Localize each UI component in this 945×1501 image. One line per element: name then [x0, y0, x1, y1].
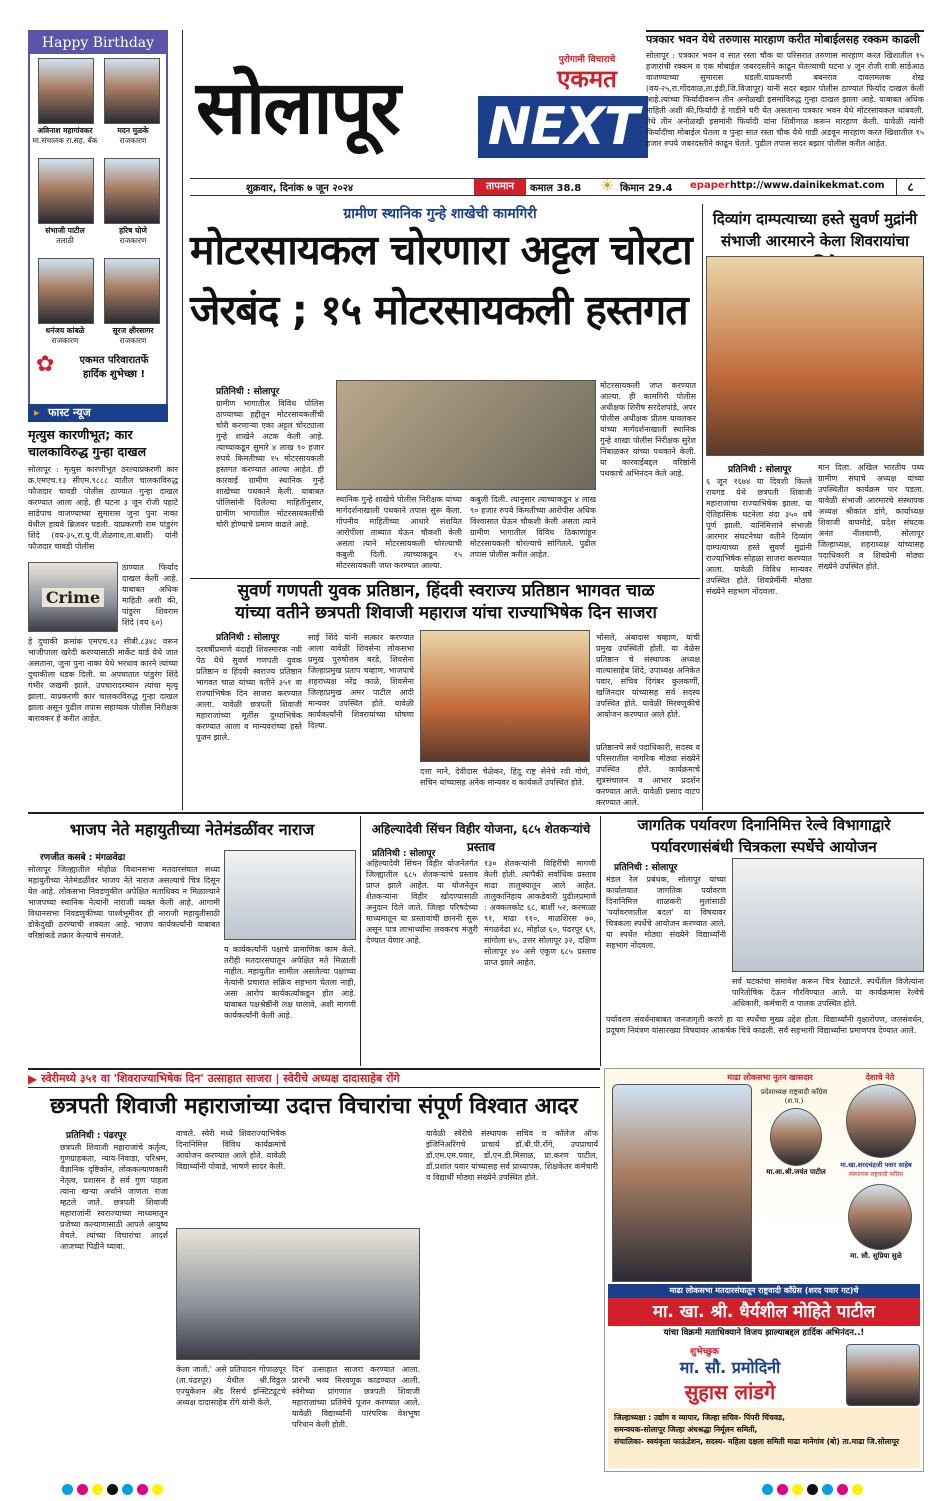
- ad-small-name: मा. सौ. सुप्रिया सुळे: [850, 1252, 902, 1260]
- headline: जागतिक पर्यावरण दिनानिमित्त रेल्वे विभागाद्वारे: [637, 816, 891, 834]
- arrow-icon: ▶: [28, 1071, 38, 1086]
- article-body: सोलापूर जिल्ह्यातील मोहोळ विधानसभा मतदारसंघात सध्या महायुतीच्या नेतेमंडळींवर भाजप नेते नाराज असल्याचे चित्र दिसून येत आहे. लोकसभा निवडणुकीत अपेक्षित मताधिक्य न मिळाल्याने भाजपच्या स्थानिक नेत्यांनी नाराजी व्यक्त केली आहे. आगामी विधानसभा निवडणुकीच्या पार्श्वभूमीवर ही नाराजी महायुतीसाठी डोकेदुखी ठरण्याची शक्यता आहे. भाजप कार्यकर्त्यांनी याबाबत वरिष्ठांकडे तक्रार केल्याचे समजते.: [28, 865, 220, 940]
- news-photo: [706, 256, 924, 456]
- registration-marks: [60, 1480, 165, 1499]
- article-body: वाचले. स्वेरी मध्ये शिवराज्याभिषेक दिनानिमित्त विविध कार्यक्रमांचे आयोजन करण्यात आले होते. यावेळी विद्यार्थ्यांनी पोवाडे, भाषणे सादर केली.: [176, 1129, 286, 1171]
- ad-right-name: मा.खा.शरदचंद्रजी पवार साहेब: [840, 1161, 912, 1169]
- article-body: प्रतिष्ठानचे सर्व पदाधिकारी, सदस्य व परिसरातील नागरिक मोठ्या संख्येने उपस्थित होते. कार्यक्रमाचे सूत्रसंचालन व आभार प्रदर्शन करण्यात आले. यावेळी प्रसाद वाटप करण्यात आले.: [596, 743, 700, 807]
- flower-icon: ✿: [36, 352, 55, 377]
- divider: [182, 30, 183, 810]
- temp-max: कमाल 38.8: [530, 183, 582, 194]
- ad-banner-name: मा. खा. श्री. धैर्यशील मोहिते पाटील: [608, 1298, 920, 1326]
- birthday-person: संभाजी पाटील तलाठी: [45, 226, 85, 245]
- article-body: सोलापूर : पत्रकार भवन व सात रस्ता चौक या परिसरात तरुणास मारहाण करत खिशातील १५ हजारांची रक्कम व एक मोबाईल जबरदस्तीने काढून घेतल्याची घटना ४ जून रोजी रात्री साडेआठ वाजण्याच्या सुमारास घडली.याप्रकरणी बबनराव दावलमलक शेख (वय-२५,रा.गोंदवाळ,ता.इंडी,जि.विजापूर) यांनी सदर बझार पोलीस ठाण्यात फिर्याद दाखल केली आहे.त्यांच्या फिर्यादीवरून तीन अनोळखी इसमांविरुद्ध गुन्हा दाखल झाला आहे. याबाबत अधिक माहिती अशी की,फिर्यादी हे गाडीने घरी येत असताना पत्रकार भवन येथे मोटरसायकल थांबवली. तेथे तीन अनोळखी इसमांनी फिर्यादी यांना शिवीगाळ करून मारहाण केली. यावेळी त्यांनी फिर्यादीचा मोबाईल घेतला व पुन्हा सात रस्ता चौक येथे गाडी अडवून मारहाण करत खिशातील १५ हजार रुपये जबरदस्तीने काढून घेतले. पुढील तपास सदर बझार पोलीस करीत आहेत.: [646, 51, 924, 148]
- avatar: [104, 58, 160, 124]
- ad-wisher-1: मा. सौ. प्रमोदिनी: [679, 1358, 781, 1377]
- byline: रणजीत कसबे : मंगळवेढा: [40, 853, 126, 863]
- ad-right-sub: संस्थापक राष्ट्रवादी काँग्रेस: [848, 1171, 904, 1178]
- article-body: स्थानिक गुन्हे शाखेचे पोलीस निरीक्षक यांच्या मार्गदर्शनाखाली पथकाने तपास सुरू केला. गोपनीय माहितीच्या आधारे संशयित आरोपीला ताब्यात घेऊन चौकशी केली असता त्याने मोटरसायकली चोरल्याची कबुली दिली. त्याच्याकडून १५ मोटरसायकली जप्त करण्यात आल्या.: [336, 495, 462, 570]
- avatar: [104, 258, 160, 324]
- news-photo: [420, 630, 590, 762]
- byline: प्रतिनिधी : सोलापूर: [372, 849, 436, 859]
- ad-left-title: प्रदेशाध्यक्ष राष्ट्रवादी काँग्रेस (श.प.): [760, 1088, 828, 1105]
- birthday-person: हरिष घोणे राजकारण: [119, 226, 147, 245]
- birthday-person: मदन मुळके राजकारण: [117, 126, 149, 145]
- main-headline-2: जेरबंद ; १५ मोटरसायकली हस्तगत: [190, 286, 688, 334]
- leader-photo: [770, 1108, 822, 1166]
- byline: प्रतिनिधी : पंढरपूर: [66, 1131, 127, 1141]
- headline: भाजप नेते महायुतीच्या नेतेमंडळींवर नाराज: [69, 820, 315, 839]
- avatar: [104, 158, 160, 224]
- photo-caption: दत्ता माने, देवीदास चेळेकर, हिंदू राष्ट्र सेनेचे रवी गोणे, सचिन यांच्यासह अनेक मान्यवर व कार्यकर्ते उपस्थित होते.: [420, 767, 590, 787]
- news-photo: [336, 380, 596, 490]
- website-link[interactable]: http://www.dainikekmat.com: [730, 180, 885, 191]
- crime-photo: Crime: [28, 562, 118, 632]
- leader-photo: [846, 1084, 916, 1158]
- headline: यांच्या वतीने छत्रपती शिवाजी महाराज यांचा राज्याभिषेक दिन साजरा: [235, 603, 657, 623]
- article-body: छत्रपती शिवाजी महाराजांचे कर्तृत्व, गुणग्राहकता, न्याय-निवाडा, परिश्रम, वैज्ञानिक दृष्टिकोन, लोककल्याणकारी नेतृत्व, प्रशासन हे सर्व गुण पाहता त्यांना खऱ्या अर्थाने जाणता राजा म्हटले जाते. छत्रपती शिवाजी महाराजांनी स्वराज्याच्या माध्यमातून प्रजेच्या कल्याणासाठी आपले आयुष्य वेचले. त्यांच्या विचारांचा आदर्श आजच्या पिढीने घ्यावा.: [60, 1143, 168, 1251]
- divider: [702, 204, 703, 810]
- article-body: मोटरसायकली जप्त करण्यात आल्या. ही कामगिरी पोलीस अधीक्षक शिरीष सरदेशपांडे, अपर पोलीस अधीक्षक प्रीतम यावलकर यांच्या मार्गदर्शनाखाली स्थानिक गुन्हे शाखा पोलीस निरीक्षक सुरेश निंबाळकर यांच्या पथकाने केली. या कारवाईबद्दल वरिष्ठांनी पथकाचे अभिनंदन केले आहे.: [600, 381, 696, 478]
- avatar: [38, 258, 94, 324]
- article-body: य कार्यकर्त्यांनी पक्षाचे प्रामाणिक काम केले. तरीही मतदारसंघातून अपेक्षित मते मिळाली नाहीत. महायुतीत सामील असलेल्या पक्षांच्या नेत्यांनी प्रचारात सक्रिय सहभाग घेतला नाही, असा आरोप कार्यकर्त्यांकडून होत आहे. याबाबत पक्षश्रेष्ठींनी लक्ष घालावे, अशी मागणी कार्यकर्त्यांनी केली आहे.: [224, 945, 356, 1020]
- headline: छत्रपती शिवाजी महाराजांच्या उदात्त विचारांचा संपूर्ण विश्वात आदर: [50, 1094, 578, 1119]
- article-body: पर्यावरण संवर्धनाबाबत जनजागृती करणे हा या स्पर्धेचा मुख्य उद्देश होता. विद्यार्थ्यांनी वृक्षारोपण, जलसंवर्धन, प्रदूषण नियंत्रण यांसारख्या विषयांवर आकर्षक चित्रे काढली. सर्व सहभागी विद्यार्थ्यांना प्रमाणपत्र देण्यात आले.: [606, 1015, 924, 1035]
- ad-left-name: मा.आ.श्री.जयंत पाटील: [766, 1168, 826, 1176]
- news-photo: [224, 850, 356, 940]
- article-body: हे दुचाकी क्रमांक एमएच.१३ सीबी.८३४८ वरून भाजीपाला खरेदी करण्यासाठी मार्केट यार्ड येथे जात असताना, जुना पुना नाका येथे भरधाव कारने त्यांच्या दुचाकीला धडक दिली. या अपघातात पांडुरंग शिंदे गंभीर जखमी झाले. उपचारादरम्यान त्यांचा मृत्यू झाला. याप्रकरणी कार चालकाविरुद्ध गुन्हा दाखल झाला असून पुढील तपास सहाय्यक पोलीस निरीक्षक बारावकर हे करीत आहेत.: [28, 637, 178, 723]
- ad-right-title: देशाचे नेते: [865, 1073, 895, 1082]
- divider: [360, 816, 361, 1066]
- ad-wisher-details: जिल्हाध्यक्षा : उद्योग व व्यापार, जिल्हा सचिव- पिंपरी चिंचवड, समन्वयक-सोलापूर जिल्हा अंधश्रद्धा निर्मूलन समिती, संचालिका- स्वयंकृता फाऊंडेशन, सदस्य- महिला दक्षता समिती माढा मानेगांव (बो) ता.माढा जि.सोलापूर: [608, 1408, 920, 1468]
- article-body: कबुली दिली. त्यानुसार त्याच्याकडून ४ लाख ९० हजार रुपये किमतीच्या आरोपीस अधिक विश्वासात घेऊन चौकशी केली असता त्याने ग्रामीण भागातील विविध ठिकाणांहून मोटरसायकली चोरल्याचे सांगितले. पुढील तपास पोलीस करीत आहेत.: [470, 495, 596, 559]
- birthday-person: धनंजय कांबळे राजकारण: [45, 326, 85, 345]
- headline: दिव्यांग दाम्पत्याच्या हस्ते सुवर्ण मुद्रांनी संभाजी आरमारने केला शिवरायांचा: [712, 210, 918, 250]
- ad-wish-label: शुभेच्छुक: [690, 1347, 719, 1357]
- headline: सुवर्ण गणपती युवक प्रतिष्ठान, हिंदवी स्वराज्य प्रतिष्ठान भागवत चाळ: [237, 581, 655, 601]
- divider: [190, 578, 700, 579]
- news-photo: [176, 1228, 420, 1360]
- brand-logo: एकमत: [557, 64, 617, 93]
- candidate-photo: [612, 1084, 752, 1282]
- temp-label: तापमान: [474, 179, 526, 195]
- kicker: ग्रामीण स्थानिक गुन्हे शाखेची कामगिरी: [343, 206, 537, 222]
- masthead-tagline: पुरोगामी विचाराचे: [558, 55, 616, 65]
- article-body: साई शिंदे यांनी सत्कार करण्यात आला यावेळी शिवसेना लोकसभा प्रमुख पुरुषोत्तम बरडे, शिवसेना जिल्हाप्रमुख प्रताप चव्हाण, भाजपाचे शहराध्यक्ष नरेंद्र काळे, शिवसेना जिल्हाप्रमुख अमर पाटील आदी मान्यवर उपस्थित होते. यावेळी कार्यकर्त्यांनी शिवरायांच्या घोषणा दिल्या.: [308, 633, 414, 730]
- fast-news-label: ▸ फास्ट न्यूज: [28, 404, 168, 422]
- article-body: सोलापूर : मृत्युस कारणीभूत ठरल्याप्रकरणी कार क्र.एमएच.१३ सीएम.९८८८ यातील चालकाविरुद्ध फौजदार चावडी पोलीस ठाण्यात गुन्हा दाखल करण्यात आला आहे. ही घटना ३ जून रोजी पहाटे साडेपाच वाजण्याच्या सुमारास जुना पुना नाका येथील हायवे ब्रिजवर घडली. याप्रकरणी राम पांडुरंग शिंदे (वय-३५,रा.यु.पी.शेळगाव,ता.बार्शी) यांनी फौजदार चावडी पोलीस: [28, 465, 178, 551]
- registration-marks: [760, 1480, 865, 1499]
- event-banner: ▶ स्वेरीमध्ये ३५१ वा 'शिवराज्याभिषेक दिन' उत्साहात साजरा | स्वेरीचे अध्यक्ष दादासाहेब रोंगे: [28, 1068, 600, 1088]
- article-body: दरवर्षीप्रमाणे यंदाही शिवस्मारक नवी पेठ येथे सुवर्ण गणपती युवक प्रतिष्ठान व हिंदवी स्वराज्य प्रतिष्ठान भागवत चाळ यांच्या वतीने ३५१ वा राज्याभिषेक दिन साजरा करण्यात आला. यावेळी छत्रपती शिवाजी महाराजांच्या मूर्तीस दुग्धाभिषेक करण्यात आला व मान्यवरांच्या हस्ते पूजन झाले.: [196, 645, 302, 742]
- divider: [600, 816, 601, 1066]
- avatar: [38, 158, 94, 224]
- article-body: मंडल रेल प्रबंधक, सोलापूर यांच्या कार्यालयात जागतिक पर्यावरण दिनानिमित्त शाळकरी मुलांसाठी 'पर्यावरणातील बदल' या विषयावर चित्रकला स्पर्धेचे आयोजन करण्यात आले. या स्पर्धेत मोठ्या संख्येने विद्यार्थ्यांनी सहभाग नोंदवला.: [606, 875, 726, 950]
- main-headline-1: मोटरसायकल चोरणारा अट्टल चोरटा: [190, 226, 692, 274]
- temp-min: किमान 29.4: [620, 183, 673, 194]
- ad-banner-bottom: यांचा विक्रमी मताधिक्याने विजय झाल्याबद्दल हार्दिक अभिनंदन..!: [663, 1328, 865, 1338]
- byline: प्रतिनिधी : सोलापूर: [614, 863, 678, 873]
- article-body: यावेळी स्वेरीचे संस्थापक सचिव व कॉलेज ऑफ इंजिनिअरिंगचे प्राचार्य डॉ.बी.पी.रोंगे, उपप्राचार्य डॉ.एम.एम.पवार, डॉ.एन.डी.मिसाळ, प्रा.करण पाटील, डॉ.प्रशांत पवार यांच्यासह सर्व प्राध्यापक, शिक्षकेतर कर्मचारी व विद्यार्थी मोठ्या संख्येने उपस्थित होते.: [426, 1129, 598, 1182]
- news-photo: [732, 858, 924, 972]
- ad-top-label: माढा लोकसभा नूतन खासदार: [727, 1073, 813, 1082]
- byline: प्रतिनिधी : सोलापूर: [216, 387, 280, 397]
- avatar: [38, 58, 94, 124]
- article-body: सर्व घटकांचा समावेश करून चित्र रेखाटले. स्पर्धेतील विजेत्यांना पारितोषिक देऊन गौरविण्यात आले. या कार्यक्रमास रेल्वेचे अधिकारी, कर्मचारी व पालक उपस्थित होते.: [732, 977, 924, 1008]
- article-body: दिन' उत्साहात साजरा करण्यात आला. प्रारंभी भव्य मिरवणूक काढण्यात आली. स्वेरीच्या प्रांगणात छत्रपती शिवाजी महाराजांच्या प्रतिमेचे पूजन करण्यात आले. यावेळी विद्यार्थ्यांनी पारंपरिक वेशभूषा परिधान केली होती.: [292, 1365, 420, 1429]
- sun-icon: ☀: [600, 176, 615, 195]
- article-body: १३० शेतकऱ्यांनी विहिरींची मागणी केली होती. त्यापैकी सर्वाधिक प्रस्ताव माढा तालुक्यातून आले आहेत. तालुकानिहाय आकडेवारी पुढीलप्रमाणे : अक्कलकोट ६८, बार्शी ५२, करमाळा ९१, माढा ११०, माळशिरस ७०, मंगळवेढा ४८, मोहोळ ६०, पंढरपूर ६९, सांगोला ४५, उत्तर सोलापूर ३२, दक्षिण सोलापूर ४० असे एकूण ६८५ प्रस्ताव प्राप्त झाले आहेत.: [484, 859, 596, 967]
- article-body: ६ जून १६७४ या दिवशी किल्ले रायगड येथे छत्रपती शिवाजी महाराजांचा राज्याभिषेक झाला. या ऐतिहासिक घटनेला यंदा ३५० वर्षे पूर्ण झाली. यानिमित्ताने संभाजी आरमार संघटनेच्या वतीने दिव्यांग दाम्पत्याच्या हस्ते सुवर्ण मुद्रांनी राज्याभिषेक सोहळा साजरा करण्यात आला. यावेळी विविध मान्यवर उपस्थित होते. शिवप्रेमींनी मोठ्या संख्येने सहभाग नोंदवला.: [706, 477, 812, 596]
- headline: पर्यावरणासंबंधी चित्रकला स्पर्धेचे आयोजन: [651, 838, 877, 856]
- birthday-title: Happy Birthday: [30, 32, 166, 54]
- birthday-person: सूरज क्षीरसागर राजकारण: [112, 326, 154, 345]
- bolt-icon: ▸: [34, 406, 40, 419]
- headline: पत्रकार भवन येथे तरुणास मारहाण करीत मोबाईलसह रक्कम काढली: [646, 33, 920, 46]
- article-body: ठाण्यात फिर्याद दाखल केली आहे. याबाबत अधिक माहिती अशी की, पांडुरंग शिवराम शिंदे (वय ६०): [122, 563, 178, 627]
- masthead-city: सोलापूर: [196, 65, 399, 151]
- birthday-person: अविनाश महागांवकर मा.संचालक रा.सह. बँक: [32, 126, 98, 145]
- article-body: भोसले, अंबादास चव्हाण, यांची प्रमुख उपस्थिती होती. या वेळेस प्रतिष्ठान चे संस्थापक अध्यक्ष वाल्यासाहेब शिंदे, उपाध्यक्ष अनिकेत पवार, सचिव दिगंबर कुलकर्णी, खजिनदार यांच्यासह सर्व सदस्य उपस्थित होते. यावेळी मिरवणुकीचे आयोजन करण्यात आले होते.: [596, 633, 700, 719]
- divider: [646, 30, 924, 32]
- next-logo: NEXT: [478, 96, 648, 158]
- epaper-label: epaper: [690, 180, 730, 191]
- photo-caption: केला जातो.' असे प्रतिपादन गोपाळपूर (ता.पंढरपूर) येथील श्री.विठ्ठल एज्युकेशन अँड रिसर्च इन्स्टिट्यूटचे अध्यक्ष दादासाहेब रोंगे यांनी केले.: [176, 1365, 286, 1407]
- byline: प्रतिनिधी : सोलापूर: [216, 633, 280, 643]
- birthday-wish: एकमत परिवारातर्फे हार्दिक शुभेच्छा !: [79, 355, 149, 380]
- issue-date: शुक्रवार, दिनांक ७ जून २०२४: [246, 183, 354, 194]
- leader-photo: [848, 1184, 912, 1250]
- byline: प्रतिनिधी : सोलापूर: [728, 465, 792, 475]
- article-body: मान दिला. अखिल भारतीय पथ्य ग्रामीण संघाचे अध्यक्ष यांच्या उपस्थितीत कार्यक्रम पार पडला. यावेळी संभाजी आरमारचे संस्थापक अध्यक्ष श्रीकांत डांगे, कार्याध्यक्ष शिवाजी वाघमोडे, प्रदेश संघटक अनंत नीलवाणी, सोलापूर जिल्हाध्यक्ष, शहराध्यक्ष यांच्यासह पदाधिकारी व शिवप्रेमी मोठ्या संख्येने उपस्थित होते.: [818, 463, 924, 571]
- page-number: ८: [896, 178, 924, 196]
- headline: अहिल्यादेवी सिंचन विहीर योजना, ६८५ शेतकऱ्यांचे प्रस्ताव: [371, 822, 591, 854]
- article-body: ग्रामीण भागातील विविध पोलिस ठाण्याच्या हद्दीतून मोटरसायकलींची चोरी करणाऱ्या एका अट्टल चोरट्याला गुन्हे शाखेने अटक केली आहे. त्याच्याकडून सुमारे ४ लाख ९० हजार रुपये किमतीच्या १५ मोटरसायकली हस्तगत करण्यात आल्या आहेत. ही कारवाई ग्रामीण स्थानिक गुन्हे शाखेच्या पथकाने केली. याबाबत पोलिसांनी दिलेल्या माहितीनुसार, ग्रामीण भागातील मोटरसायकलींची चोरी होण्याचे प्रमाण वाढले आहे.: [216, 399, 324, 529]
- headline: मृत्युस कारणीभूत; कार चालकाविरुद्ध गुन्हा दाखल: [28, 427, 147, 459]
- wisher-photo: [846, 1344, 920, 1406]
- ad-banner-top: माढा लोकसभा मतदारसंघातून राष्ट्रवादी काँग्रेस (शरद पवार गट)चे: [608, 1284, 920, 1298]
- article-body: अहिल्यादेवी सिंचन विहीर योजनेंतर्गत जिल्ह्यातील ६८५ शेतकऱ्यांचे प्रस्ताव प्राप्त झाले आहेत. या योजनेतून शेतकऱ्यांना विहीर खोदण्यासाठी अनुदान दिले जाते. जिल्हा परिषदेच्या माध्यमातून या प्रस्तावांची छाननी सुरू असून पात्र लाभार्थ्यांना लवकरच मंजुरी देण्यात येणार आहे.: [366, 859, 478, 945]
- ad-wisher-2: सुहास लांडगे: [684, 1380, 776, 1404]
